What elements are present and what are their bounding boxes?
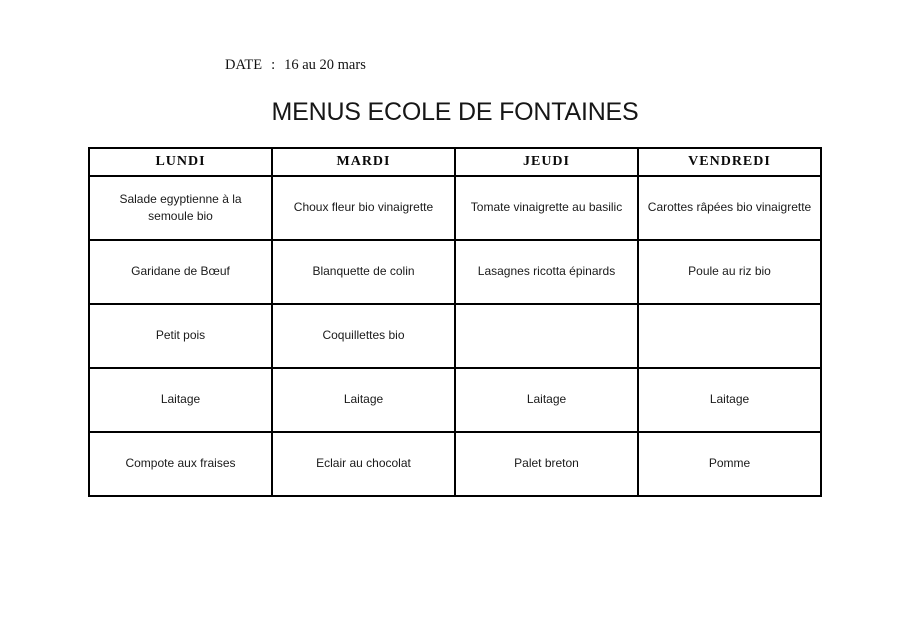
menu-cell-mardi-main: Blanquette de colin <box>272 240 455 304</box>
menu-table <box>88 147 822 497</box>
menu-cell-vendredi-starter: Carottes râpées bio vinaigrette <box>638 176 821 240</box>
day-header-lundi: LUNDI <box>89 148 272 176</box>
menu-cell-lundi-starter: Salade egyptienne à la semoule bio <box>89 176 272 240</box>
date-label: DATE <box>225 57 263 73</box>
day-header-vendredi: VENDREDI <box>638 148 821 176</box>
menu-cell-jeudi-side <box>455 304 638 368</box>
table-row-dairy <box>89 368 821 432</box>
menu-cell-lundi-dessert: Compote aux fraises <box>89 432 272 496</box>
day-header-jeudi: JEUDI <box>455 148 638 176</box>
menu-cell-vendredi-side <box>638 304 821 368</box>
menu-cell-jeudi-main: Lasagnes ricotta épinards <box>455 240 638 304</box>
menu-cell-mardi-dairy: Laitage <box>272 368 455 432</box>
menu-cell-lundi-side: Petit pois <box>89 304 272 368</box>
menu-cell-jeudi-starter: Tomate vinaigrette au basilic <box>455 176 638 240</box>
menu-cell-jeudi-dairy: Laitage <box>455 368 638 432</box>
menu-cell-lundi-dairy: Laitage <box>89 368 272 432</box>
day-header-mardi: MARDI <box>272 148 455 176</box>
table-row-starter <box>89 176 821 240</box>
menu-cell-vendredi-main: Poule au riz bio <box>638 240 821 304</box>
date-separator: : <box>271 57 276 73</box>
menu-cell-mardi-starter: Choux fleur bio vinaigrette <box>272 176 455 240</box>
date-line <box>225 57 366 74</box>
menu-cell-mardi-side: Coquillettes bio <box>272 304 455 368</box>
menu-cell-vendredi-dairy: Laitage <box>638 368 821 432</box>
date-value: 16 au 20 mars <box>284 57 366 73</box>
table-row-side <box>89 304 821 368</box>
menu-cell-lundi-main: Garidane de Bœuf <box>89 240 272 304</box>
table-header-row <box>89 148 821 176</box>
table-row-dessert <box>89 432 821 496</box>
table-row-main <box>89 240 821 304</box>
menu-cell-mardi-dessert: Eclair au chocolat <box>272 432 455 496</box>
page-title: MENUS ECOLE DE FONTAINES <box>271 98 639 126</box>
menu-cell-jeudi-dessert: Palet breton <box>455 432 638 496</box>
menu-cell-vendredi-dessert: Pomme <box>638 432 821 496</box>
